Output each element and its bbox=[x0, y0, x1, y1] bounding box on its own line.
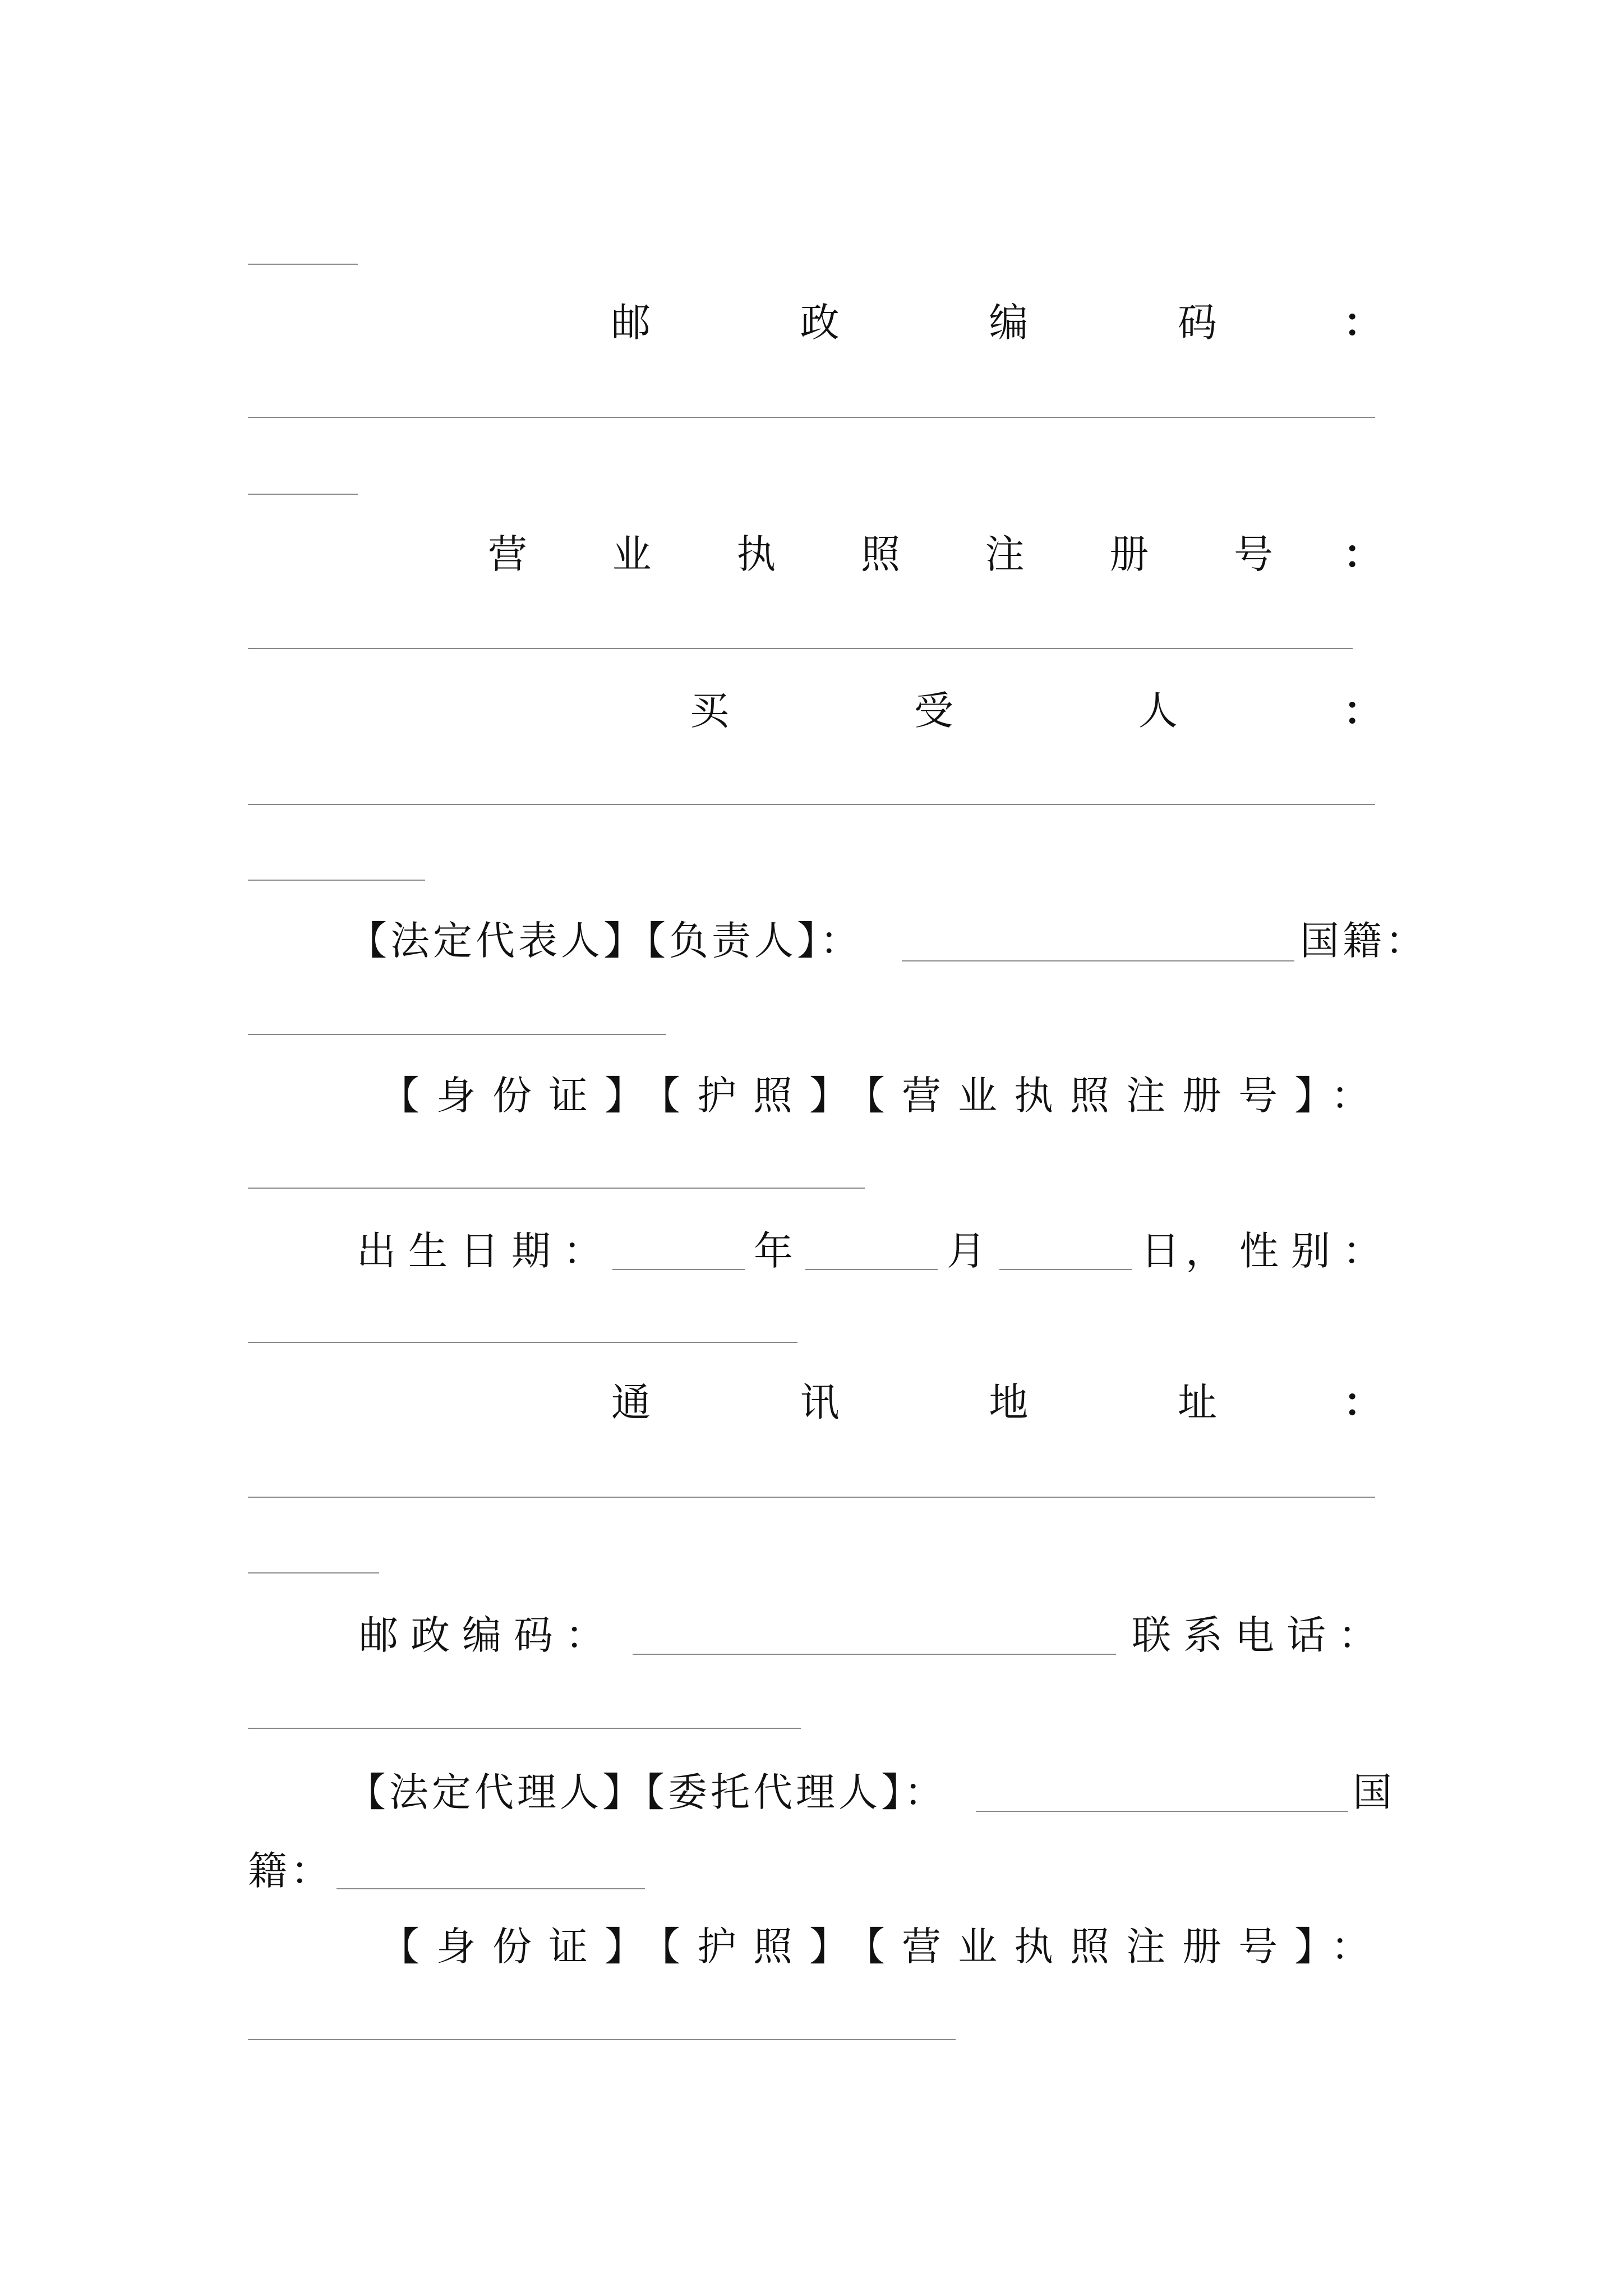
colon: ： bbox=[1343, 531, 1382, 577]
year-label: 年 bbox=[754, 1228, 793, 1274]
buyer-nationality-label: 国籍： bbox=[1300, 918, 1428, 964]
gender-label: 性别： bbox=[1239, 1228, 1394, 1274]
blank-line[interactable] bbox=[902, 960, 1294, 961]
buyer-representative-label: 【法定代表人】【负责人】： bbox=[348, 918, 863, 964]
birth-day-blank[interactable] bbox=[999, 1269, 1132, 1270]
blank-line[interactable] bbox=[248, 1034, 666, 1035]
month-label: 月 bbox=[947, 1228, 986, 1274]
blank-line[interactable] bbox=[248, 804, 1375, 805]
blank-line[interactable] bbox=[336, 1888, 645, 1889]
seller-license-label: 营 业 执 照 注 册 号 bbox=[488, 531, 1273, 577]
blank-line bbox=[248, 264, 358, 265]
seller-postal-code-label: 邮 政 编 码 bbox=[611, 300, 1217, 346]
buyer-id-label: 【身份证】【护照】【营业执照注册号】： bbox=[380, 1073, 1387, 1119]
blank-line[interactable] bbox=[248, 1497, 1375, 1498]
day-label: 日， bbox=[1141, 1228, 1230, 1274]
blank-line[interactable] bbox=[248, 2039, 956, 2040]
birth-month-blank[interactable] bbox=[805, 1269, 938, 1270]
blank-line[interactable] bbox=[248, 1728, 801, 1729]
blank-line[interactable] bbox=[248, 1572, 379, 1573]
agent-id-label: 【身份证】【护照】【营业执照注册号】： bbox=[380, 1924, 1387, 1970]
blank-line[interactable] bbox=[248, 1342, 797, 1343]
blank-line[interactable] bbox=[976, 1811, 1348, 1812]
blank-line[interactable] bbox=[248, 417, 1375, 418]
blank-line[interactable] bbox=[248, 648, 1353, 649]
buyer-phone-label: 联系电话： bbox=[1132, 1612, 1390, 1658]
blank-line[interactable] bbox=[248, 880, 425, 881]
buyer-address-label: 通 讯 地 址 bbox=[611, 1379, 1217, 1425]
agent-label: 【法定代理人】【委托代理人】： bbox=[347, 1769, 947, 1815]
buyer-birth-label: 出生日期： bbox=[357, 1228, 615, 1274]
postal-code-blank[interactable] bbox=[633, 1654, 1116, 1655]
colon: ： bbox=[1343, 299, 1382, 346]
birth-year-blank[interactable] bbox=[612, 1269, 745, 1270]
blank-line[interactable] bbox=[248, 494, 358, 495]
buyer-title: 买 受 人 bbox=[690, 688, 1178, 734]
colon: ： bbox=[1343, 1379, 1382, 1425]
buyer-postal-code-label: 邮政编码： bbox=[359, 1612, 617, 1658]
agent-nationality-label-1: 国 bbox=[1353, 1769, 1392, 1815]
colon: ： bbox=[1343, 687, 1382, 734]
blank-line[interactable] bbox=[248, 1188, 865, 1189]
agent-nationality-label-2: 籍： bbox=[248, 1848, 333, 1894]
